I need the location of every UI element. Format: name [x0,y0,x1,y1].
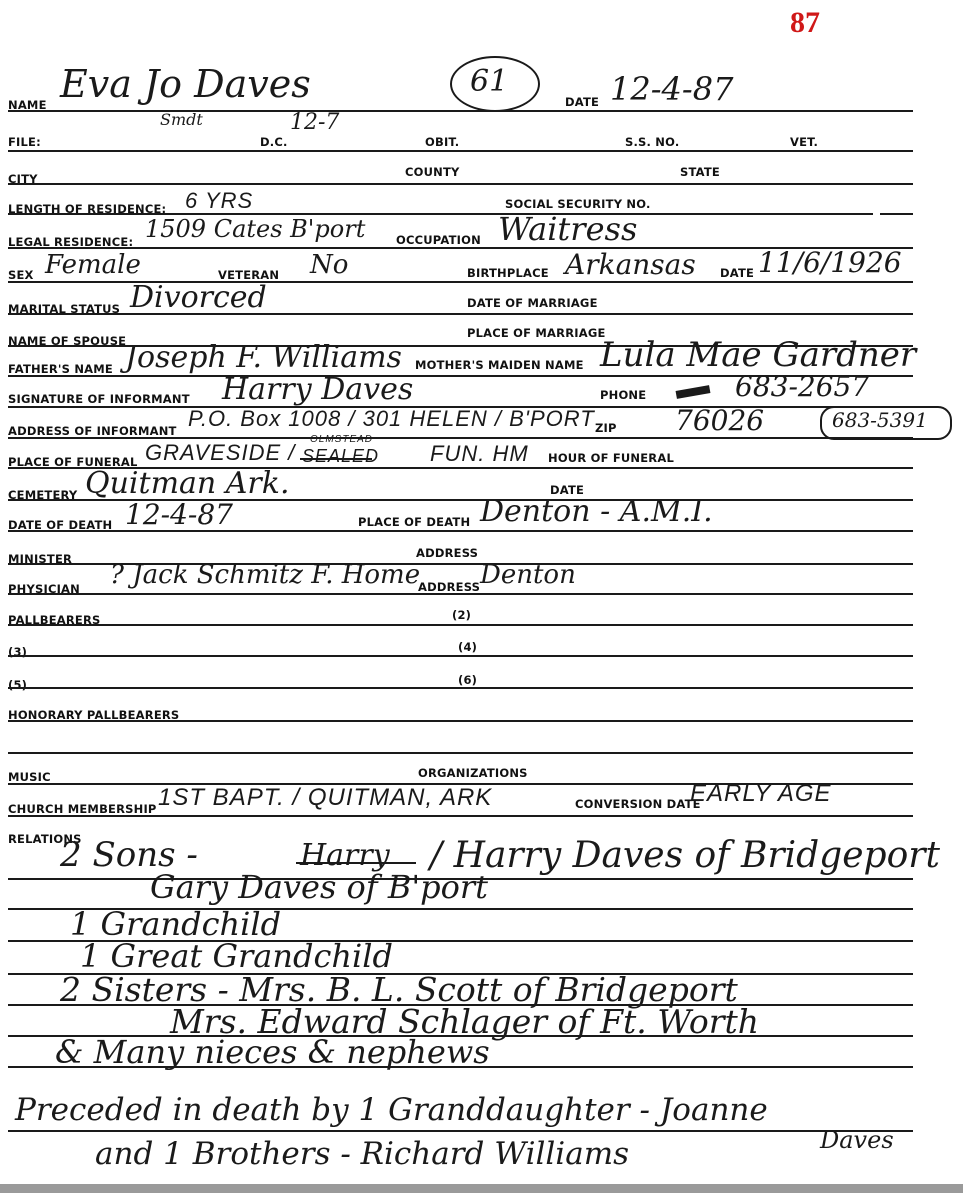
date-of-death-label: DATE OF DEATH [8,518,113,532]
name-line [8,110,913,112]
sex-label: SEX [8,268,34,282]
city-label: CITY [8,172,38,186]
funeral-home-value: FUN. HM [430,441,529,466]
occupation-label: OCCUPATION [396,233,481,247]
fathers-name-label: FATHER'S NAME [8,362,113,376]
page-number: 87 [790,6,820,39]
city-line [8,183,913,185]
minister-label: MINISTER [8,552,73,566]
pallbearer-2-label: (2) [452,608,472,622]
signature-of-informant-label: SIGNATURE OF INFORMANT [8,392,190,406]
cemetery-label: CEMETERY [8,488,78,502]
church-membership-value: 1ST BAPT. / QUITMAN, ARK [158,784,493,811]
relations-line-5: 2 Sisters - Mrs. B. L. Scott of Bridgeport [60,970,738,1009]
birth-date-value: 11/6/1926 [758,246,902,279]
birth-date-label: DATE [720,266,755,280]
cemetery-value: Quitman Ark. [85,466,290,501]
name-label: NAME [8,98,47,112]
address-of-informant-line [8,437,913,439]
vet-label: VET. [790,135,819,149]
physician-value: ? Jack Schmitz F. Home [110,560,421,590]
relations-rule-8 [8,1130,913,1132]
relations-line-7: & Many nieces & nephews [55,1033,490,1071]
relations-line-6: Mrs. Edward Schlager of Ft. Worth [170,1002,760,1041]
social-security-label: SOCIAL SECURITY NO. [505,197,651,211]
funeral-overwrite-value: OLMSTEAD [310,434,374,445]
relations-line-1a: 2 Sons - [60,835,198,875]
date-of-marriage-label: DATE OF MARRIAGE [467,296,598,310]
relations-line-1b: / Harry Daves of Bridgeport [430,835,940,876]
veteran-label: VETERAN [218,268,280,282]
legal-residence-label: LEGAL RESIDENCE: [8,235,134,249]
relations-label: RELATIONS [8,832,82,846]
name-of-spouse-label: NAME OF SPOUSE [8,334,127,348]
cemetery-date-label: DATE [550,483,585,497]
pallbearers-line-2 [8,655,913,657]
place-of-death-label: PLACE OF DEATH [358,515,471,529]
place-of-funeral-label: PLACE OF FUNERAL [8,455,138,469]
music-label: MUSIC [8,770,51,784]
hour-of-funeral-label: HOUR OF FUNERAL [548,451,674,465]
relations-rule-7 [8,1066,913,1068]
relations-line-8: Preceded in death by 1 Granddaughter - Joanne [15,1092,768,1128]
state-label: STATE [680,165,720,179]
minister-address-label: ADDRESS [416,546,479,560]
marital-status-line [8,313,913,315]
organizations-label: ORGANIZATIONS [418,766,528,780]
honorary-pallbearers-label: HONORARY PALLBEARERS [8,708,180,722]
legal-residence-value: 1509 Cates B'port [145,215,366,243]
marital-status-value: Divorced [130,280,267,315]
scan-bottom-edge [0,1184,963,1193]
age-value: 61 [470,64,509,99]
funeral-struck-value: SEALED [302,446,380,466]
fathers-name-value: Joseph F. Williams [125,340,402,375]
honorary-pallbearers-line-2 [8,752,913,754]
pallbearers-line-1 [8,624,913,626]
relations-line-1-struck: Harry [300,838,390,873]
place-of-marriage-label: PLACE OF MARRIAGE [467,326,606,340]
pallbearer-6-label: (6) [458,673,478,687]
address-of-informant-value: P.O. Box 1008 / 301 HELEN / B'PORT [188,406,595,431]
physician-address-value: Denton [480,560,576,590]
date-value: 12-4-87 [610,70,734,108]
pallbearer-4-label: (4) [458,640,478,654]
file-line [8,150,913,152]
physician-line [8,593,913,595]
zip-value: 76026 [675,404,765,437]
pallbearer-3-label: (3) [8,645,28,659]
relations-line-9: and 1 Brothers - Richard Williams [95,1136,630,1172]
ssno-label: S.S. NO. [625,135,680,149]
honorary-pallbearers-line-1 [8,720,913,722]
birthplace-value: Arkansas [565,248,696,281]
place-of-funeral-value: GRAVESIDE / [145,440,296,465]
county-label: COUNTY [405,165,460,179]
church-membership-label: CHURCH MEMBERSHIP [8,802,157,816]
phone-label: PHONE [600,388,647,402]
pallbearers-line-3 [8,687,913,689]
marital-status-label: MARITAL STATUS [8,302,121,316]
obit-label: OBIT. [425,135,460,149]
birthplace-label: BIRTHPLACE [467,266,549,280]
dc-label: D.C. [260,135,288,149]
date-label: DATE [565,95,600,109]
physician-address-label: ADDRESS [418,580,481,594]
dc-value: 12-7 [290,110,340,135]
date-of-death-value: 12-4-87 [125,498,233,531]
length-of-residence-value: 6 YRS [185,188,254,213]
length-of-residence-line [8,213,873,215]
mothers-maiden-name-value: Lula Mae Gardner [600,335,917,375]
relations-line-8b: Daves [820,1126,894,1154]
funeral-strikethrough [300,458,372,460]
alt-phone-value: 683-5391 [832,408,928,432]
physician-label: PHYSICIAN [8,582,80,596]
veteran-value: No [310,250,349,280]
conversion-date-label: CONVERSION DATE [575,797,701,811]
zip-label: ZIP [595,421,617,435]
pallbearer-5-label: (5) [8,678,28,692]
phone-scribble-mark [676,385,711,399]
file-note: Smdt [160,110,203,129]
date-of-death-line [8,530,913,532]
phone-value: 683-2657 [735,370,870,403]
length-of-residence-label: LENGTH OF RESIDENCE: [8,202,167,216]
ssn-short-line [880,213,913,215]
church-membership-line [8,815,913,817]
relations-line-4: 1 Great Grandchild [80,937,393,975]
occupation-value: Waitress [498,210,638,248]
signature-of-informant-value: Harry Daves [222,372,414,407]
pallbearers-label: PALLBEARERS [8,613,101,627]
name-value: Eva Jo Daves [60,62,311,106]
conversion-date-value: EARLY AGE [690,780,832,807]
mothers-maiden-name-label: MOTHER'S MAIDEN NAME [415,358,584,372]
relations-line-3: 1 Grandchild [70,905,282,943]
sex-value: Female [45,250,141,280]
relations-line-2: Gary Daves of B'port [150,868,489,906]
file-label: FILE: [8,135,41,149]
address-of-informant-label: ADDRESS OF INFORMANT [8,424,177,438]
relations-strikethrough [296,862,416,864]
place-of-death-value: Denton - A.M.I. [480,494,713,529]
